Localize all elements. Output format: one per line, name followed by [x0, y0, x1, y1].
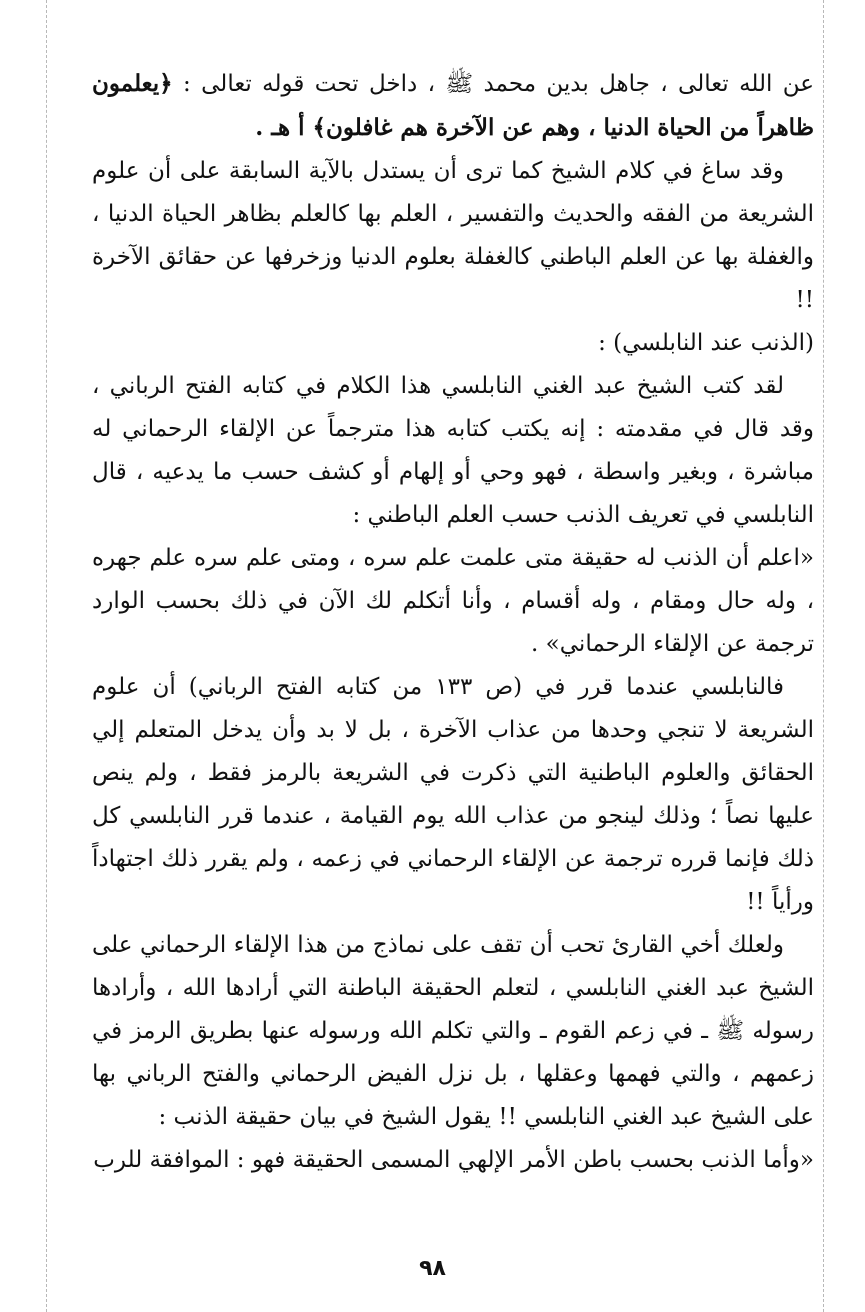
paragraph-4: فالنابلسي عندما قرر في (ص ١٣٣ من كتابه الفتح الرباني) أن علوم الشريعة لا تنجي وحدها من عذاب الآخرة ، بل لا بد وأن يدخل المتعلم إلي الحقائق والعلوم الباطنية التي ذكرت في الشريعة بالرمز فقط ، ولم ينص عليها نصاً ؛ وذلك لينجو من عذاب الله يوم القيامة ، عندما قرر النابلسي كل ذلك فإنما قرره ترجمة عن الإلقاء الرحماني في زعمه ، ولم يقرر ذلك اجتهاداً ورأياً !!: [92, 674, 814, 915]
quotation-2: «وأما الذنب بحسب باطن الأمر الإلهي المسمى الحقيقة فهو : الموافقة للرب: [93, 1147, 814, 1173]
quran-quote: ﴿يعلمون ظاهراً من الحياة الدنيا ، وهم عن الآخرة هم غافلون﴾ أ هـ .: [92, 70, 814, 141]
page-text: [92, 62, 814, 1182]
quotation-1: «اعلم أن الذنب له حقيقة متى علمت علم سره ، ومتى علم سره علم جهره ، وله حال ومقام ، وله أقسام ، وأنا أتكلم لك الآن في ذلك بحسب الوارد ترجمة عن الإلقاء الرحماني» .: [92, 545, 814, 657]
paragraph-3: لقد كتب الشيخ عبد الغني النابلسي هذا الكلام في كتابه الفتح الرباني ، وقد قال في مقدمته : إنه يكتب كتابه هذا مترجماً عن الإلقاء الرحماني له مباشرة ، وبغير واسطة ، فهو وحي أو إلهام أو كشف حسب ما يدعيه ، قال النابلسي في تعريف الذنب حسب العلم الباطني :: [92, 373, 814, 528]
paragraph-1-text: عن الله تعالى ، جاهل بدين محمد ﷺ ، داخل تحت قوله تعالى :: [183, 71, 814, 97]
paragraph-5: ولعلك أخي القارئ تحب أن تقف على نماذج من هذا الإلقاء الرحماني على الشيخ عبد الغني النابلسي ، لتعلم الحقيقة الباطنة التي أرادها الله ، وأرادها رسوله ﷺ ـ في زعم القوم ـ والتي تكلم الله ورسوله عنها بطريق الرمز في زعمهم ، والتي فهمها وعقلها ، بل نزل الفيض الرحماني والفتح الرباني بها على الشيخ عبد الغني النابلسي !! يقول الشيخ في بيان حقيقة الذنب :: [92, 932, 814, 1130]
margin-guide-right: [823, 0, 824, 1312]
margin-guide-left: [46, 0, 47, 1312]
paragraph-1: [92, 62, 814, 150]
page-number: ٩٨: [419, 1256, 446, 1281]
section-heading: (الذنب عند النابلسي) :: [598, 330, 814, 356]
paragraph-2: وقد ساغ في كلام الشيخ كما ترى أن يستدل بالآية السابقة على أن علوم الشريعة من الفقه والحديث والتفسير ، العلم بها كالعلم بظاهر الحياة الدنيا ، والغفلة بها عن العلم الباطني كالغفلة بعلوم الدنيا وزخرفها عن حقائق الآخرة !!: [92, 158, 814, 313]
